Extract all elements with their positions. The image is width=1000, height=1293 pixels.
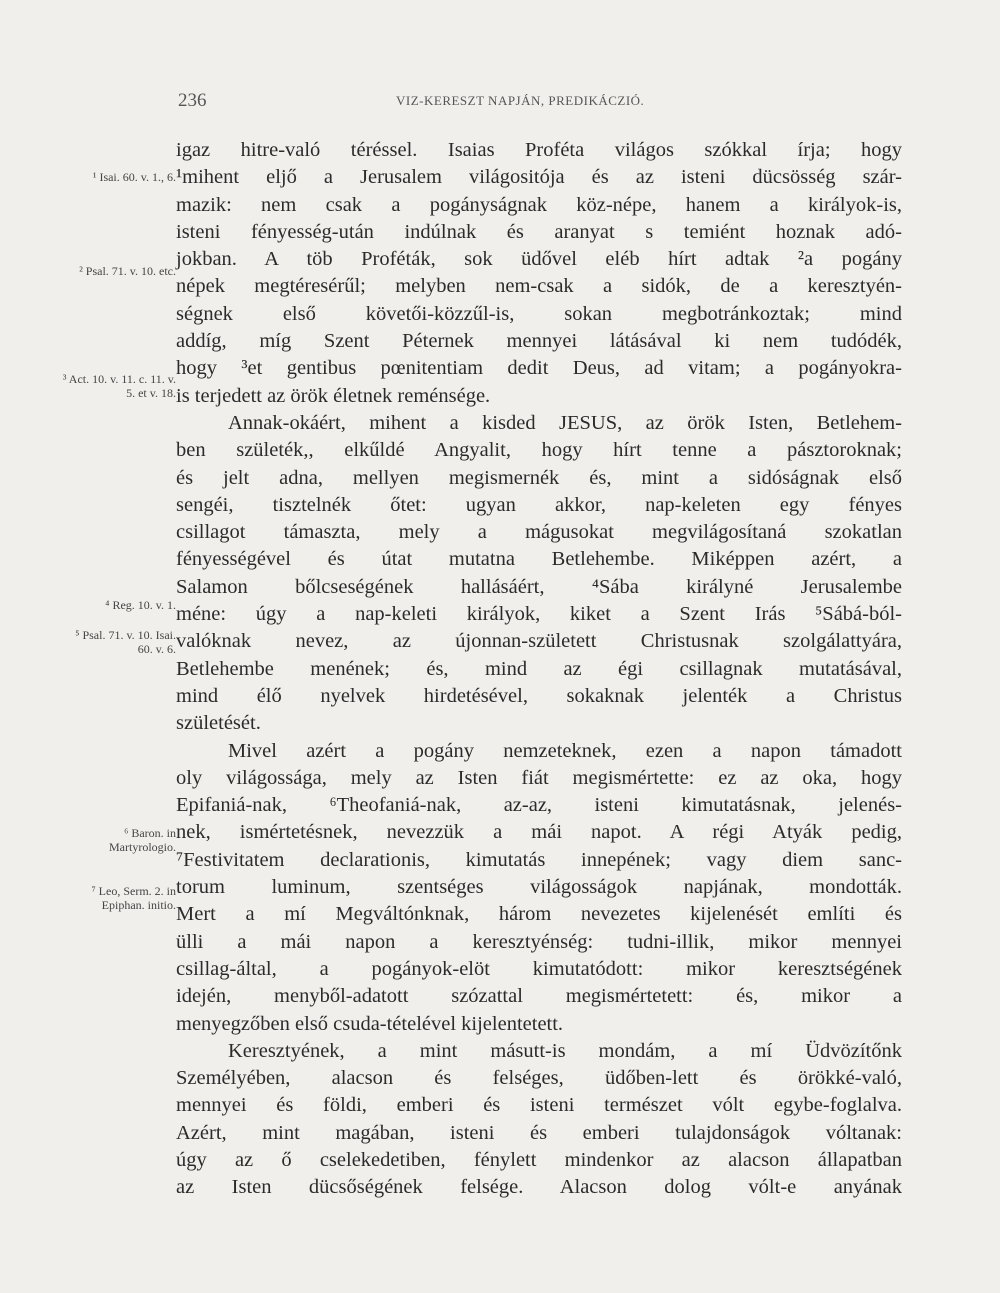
text-line: Salamon bőlcseségének hallásáért, ⁴Sába királyné Jerusalembe <box>176 575 902 598</box>
text-line: ben születék,, elkűldé Angyalit, hogy hírt tenne a pásztoroknak; <box>176 439 902 462</box>
text-line: ¹mihent eljő a Jerusalem világositója és az isteni dücsösség szár- <box>176 166 902 189</box>
text-line: fényességével és útat mutatna Betlehembe. Miképpen azért, a <box>176 548 902 571</box>
text-line: születését. <box>176 712 261 735</box>
margin-note: ² Psal. 71. v. 10. etc. <box>79 264 176 278</box>
text-line: Keresztyének, a mint másutt-is mondám, a mí Üdvözítőnk <box>228 1039 902 1062</box>
text-line: úgy az ő cselekedetiben, fénylett mindenkor az alacson állapatban <box>176 1148 902 1171</box>
text-line: Betlehembe menének; és, mind az égi csillagnak mutatásával, <box>176 657 902 680</box>
running-title: VIZ-KERESZT NAPJÁN, PREDIKÁCZIÓ. <box>396 93 645 108</box>
text-line: népek megtéresérűl; melyben nem-csak a sidók, de a keresztyén- <box>176 275 902 298</box>
text-line: idején, menyből-adatott szózattal megismértetett: és, mikor a <box>176 985 902 1008</box>
text-line: és jelt adna, mellyen megismernék és, mint a sidóságnak első <box>176 466 902 489</box>
text-line: Mert a mí Megváltónknak, három nevezetes kijelenését említi és <box>176 903 902 926</box>
margin-note: ¹ Isai. 60. v. 1., 6. <box>92 170 176 184</box>
text-line: menyegzőben első csuda-tételével kijelentetett. <box>176 1012 564 1035</box>
text-line: Annak-okáért, mihent a kisded JESUS, az örök Isten, Betlehem- <box>228 411 902 434</box>
page-number: 236 <box>178 90 207 111</box>
text-line: mennyei és földi, emberi és isteni természet vólt egybe-foglalva. <box>176 1094 902 1117</box>
text-line: torum luminum, szentséges világosságok napjának, mondották. <box>176 876 902 899</box>
text-line: méne: úgy a nap-keleti királyok, kiket a Szent Irás ⁵Sábá-ból- <box>176 603 902 626</box>
text-line: Személyében, alacson és felséges, üdőben-lett és örökké-való, <box>176 1067 902 1090</box>
text-line: valóknak nevez, az újonnan-született Christusnak szolgálattyára, <box>176 630 902 653</box>
text-line: Mivel azért a pogány nemzeteknek, ezen a napon támadott <box>228 739 902 762</box>
text-line: Epifaniá-nak, ⁶Theofaniá-nak, az-az, isteni kimutatásnak, jelenés- <box>176 794 902 817</box>
text-line: addíg, míg Szent Péternek mennyei látásával ki nem tudódék, <box>176 330 902 353</box>
margin-note: ³ Act. 10. v. 11. c. 11. v. 5. et v. 18. <box>62 372 176 400</box>
text-line: mazik: nem csak a pogányságnak köz-népe, hanem a királyok-is, <box>176 193 902 216</box>
body-text <box>176 137 902 1202</box>
margin-note: ⁷ Leo, Serm. 2. in Epiphan. initio. <box>91 884 176 912</box>
margin-note: ⁴ Reg. 10. v. 1. <box>105 598 176 612</box>
text-line: csillagot támaszta, mely a mágusokat megvilágosítaná szokatlan <box>176 521 902 544</box>
text-line: ⁷Festivitatem declarationis, kimutatás innepének; vagy diem sanc- <box>176 848 902 871</box>
text-line: ülli a mái napon a keresztyénség: tudni-illik, mikor mennyei <box>176 930 902 953</box>
text-line: Azért, mint magában, isteni és emberi tulajdonságok vóltanak: <box>176 1121 902 1144</box>
text-line: isteni fényesség-után indúlnak és aranyat s temiént hoznak adó- <box>176 220 902 243</box>
margin-note: ⁶ Baron. in Martyrologio. <box>109 826 176 854</box>
text-line: oly világossága, mely az Isten fiát megismértette: ez az oka, hogy <box>176 766 902 789</box>
text-line: mind élő nyelvek hirdetésével, sokaknak jelenték a Christus <box>176 684 902 707</box>
margin-note: ⁵ Psal. 71. v. 10. Isai. 60. v. 6. <box>75 628 176 656</box>
text-line: ségnek első követői-közzűl-is, sokan megbotránkoztak; mind <box>176 302 902 325</box>
text-line: hogy ³et gentibus pœnitentiam dedit Deus, ad vitam; a pogányokra- <box>176 357 902 380</box>
text-line: igaz hitre-való téréssel. Isaias Proféta világos szókkal írja; hogy <box>176 139 902 161</box>
page-header <box>0 90 1000 114</box>
text-line: csillag-által, a pogányok-elöt kimutatódott: mikor keresztségének <box>176 957 902 980</box>
text-line: is terjedett az örök életnek reménsége. <box>176 384 491 407</box>
text-line: jokban. A töb Proféták, sok üdővel eléb hírt adtak ²a pogány <box>176 248 902 271</box>
text-line: sengéi, tisztelnék őtet: ugyan akkor, nap-keleten egy fényes <box>176 493 902 516</box>
text-line: az Isten dücsőségének felsége. Alacson dolog vólt-e anyának <box>176 1176 902 1199</box>
text-line: nek, ismértetésnek, nevezzük a mái napot. A régi Atyák pedig, <box>176 821 902 844</box>
